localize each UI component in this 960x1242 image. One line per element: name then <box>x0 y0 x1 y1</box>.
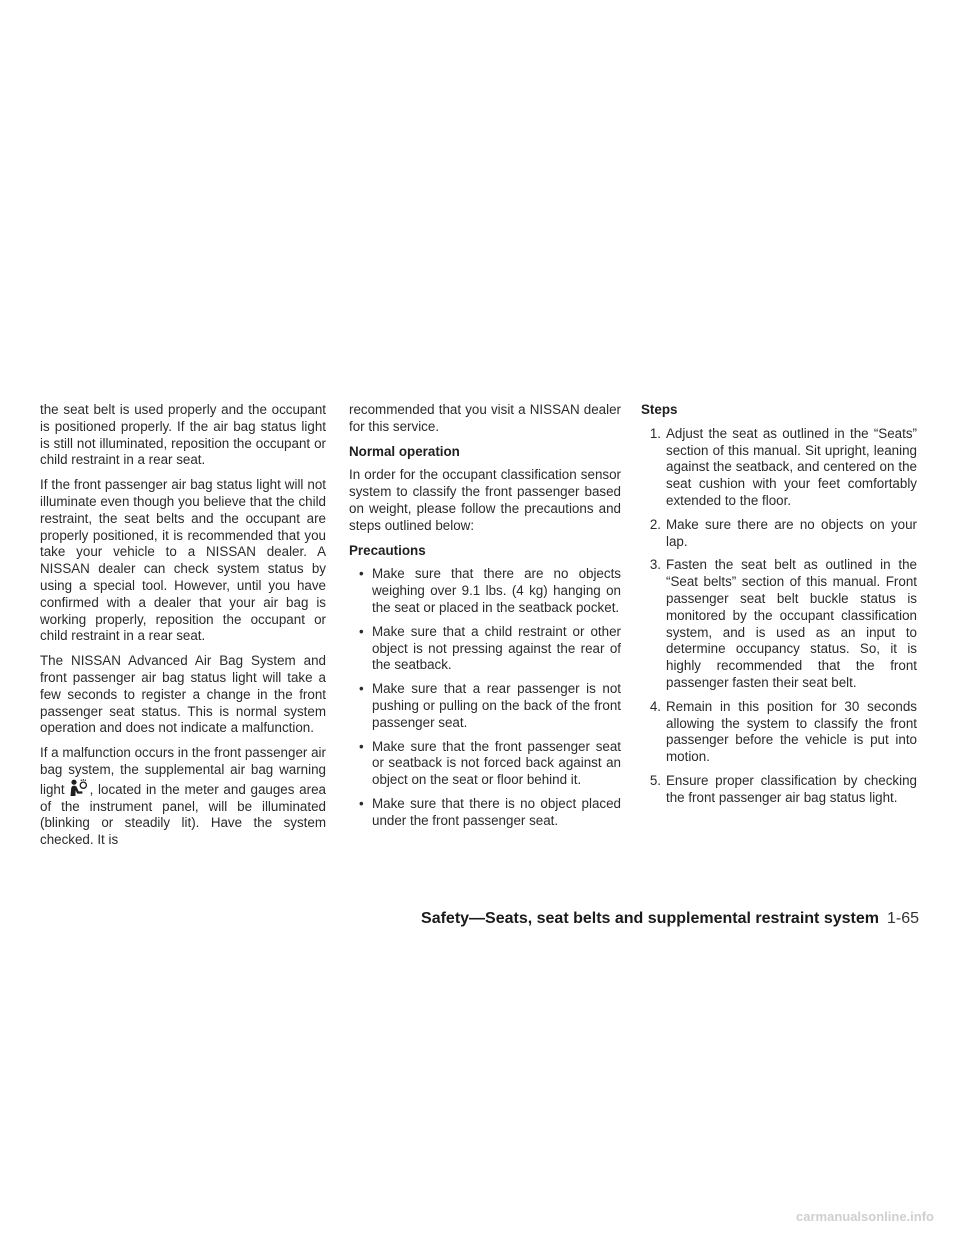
column-left <box>40 402 326 849</box>
step-number: 2. <box>649 516 661 532</box>
precautions-list <box>349 566 621 829</box>
malfunction-text-start: If a malfunction occurs in the front passenger air bag system, the supplemental air bag warning light <box>40 745 326 797</box>
step-text: Remain in this position for 30 seconds allowing the system to classify the front passenger before the vehicle is put into motion. <box>666 698 917 765</box>
malfunction-text-end: , located in the meter and gauges area of the instrument panel, will be illuminated (blinking or steadily lit). Have the system checked. It is <box>40 781 326 848</box>
column-middle <box>349 402 621 837</box>
list-item <box>641 426 917 510</box>
step-number: 1. <box>649 425 661 441</box>
paragraph-dealer-visit: recommended that you visit a NISSAN dealer for this service. <box>349 402 621 434</box>
page-number: 1-65 <box>886 910 919 927</box>
heading-precautions: Precautions <box>349 542 426 558</box>
list-item: • Make sure that a child restraint or other object is not pressing against the rear of the seatback. <box>349 624 621 674</box>
page-footer <box>421 909 919 929</box>
step-number: 4. <box>649 698 661 714</box>
step-text: Fasten the seat belt as outlined in the “Seat belts” section of this manual. Front passenger seat belt buckle status is monitored by the occupant classification system, and is used as an input to determine occupancy status. So, it is highly recommended that the front passenger fasten their seat belt. <box>666 557 917 690</box>
heading-normal-operation: Normal operation <box>349 443 460 459</box>
list-item <box>641 557 917 691</box>
heading-steps: Steps <box>641 402 678 417</box>
paragraph-status-light: If the front passenger air bag status light will not illuminate even though you believe that the child restraint, the seat belts and the occupant are properly positioned, it is recommended that you take your vehicle to a NISSAN dealer. A NISSAN dealer can check system status by using a special tool. However, until you have confirmed with a dealer that your air bag is working properly, reposition the occupant or child restraint in a rear seat. <box>40 477 326 644</box>
list-item: • Make sure that there are no objects weighing over 9.1 lbs. (4 kg) hanging on the seat or placed in the seatback pocket. <box>349 566 621 616</box>
list-item: • Make sure that a rear passenger is not pushing or pulling on the back of the front passenger seat. <box>349 681 621 731</box>
column-right <box>641 402 917 814</box>
step-number: 5. <box>649 772 661 788</box>
airbag-warning-icon <box>68 779 88 797</box>
list-item <box>641 517 917 551</box>
step-number: 3. <box>649 557 661 573</box>
list-item: • Make sure that there is no object placed under the front passenger seat. <box>349 796 621 830</box>
list-item: • Make sure that the front passenger seat or seatback is not forced back against an object on the seat or floor behind it. <box>349 739 621 789</box>
step-text: Make sure there are no objects on your lap. <box>666 516 917 549</box>
footer-section-title: Safety—Seats, seat belts and supplemental restraint system <box>421 910 879 927</box>
paragraph-classification: In order for the occupant classification sensor system to classify the front passenger based on weight, please follow the precautions and steps outlined below: <box>349 467 621 533</box>
list-item <box>641 773 917 807</box>
paragraph-advanced-air-bag: The NISSAN Advanced Air Bag System and front passenger air bag status light will take a few seconds to register a change in the front passenger seat status. This is normal system operation and does not indicate a malfunction. <box>40 653 326 736</box>
step-text: Ensure proper classification by checking the front passenger air bag status light. <box>666 772 917 805</box>
step-text: Adjust the seat as outlined in the “Seats” section of this manual. Sit upright, leaning against the seatback, and centered on the seat cushion with your feet comfortably extended to the floor. <box>666 425 917 508</box>
paragraph-malfunction <box>40 745 326 849</box>
watermark: carmanualsonline.info <box>796 1209 934 1224</box>
paragraph-seat-belt: the seat belt is used properly and the occupant is positioned properly. If the air bag status light is still not illuminated, reposition the occupant or child restraint in a rear seat. <box>40 402 326 468</box>
steps-list <box>641 426 917 807</box>
list-item <box>641 699 917 766</box>
